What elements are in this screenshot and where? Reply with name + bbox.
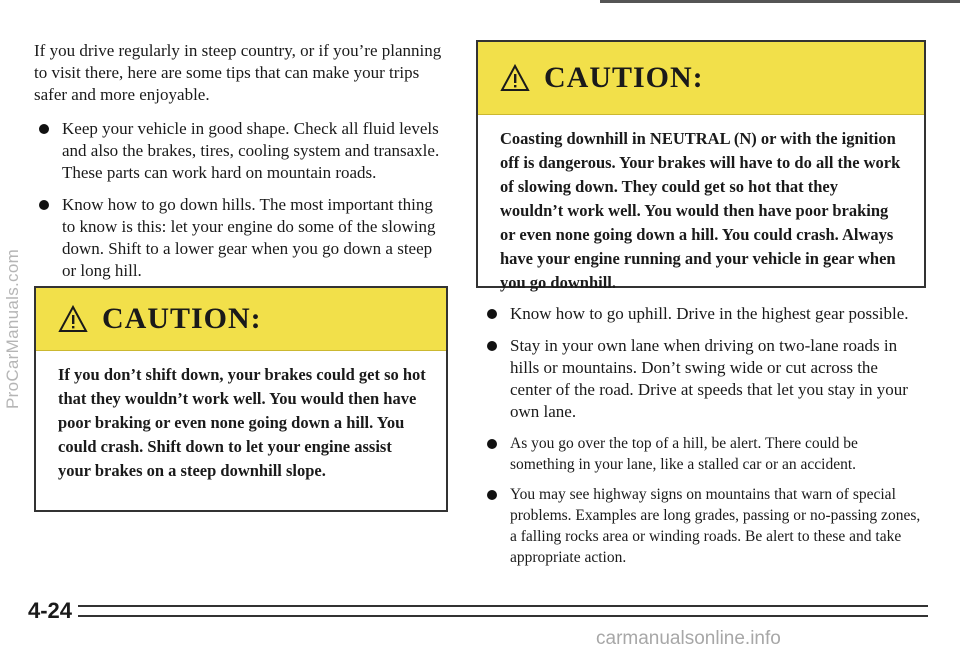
bullet-text: Stay in your own lane when driving on two-lane roads in hills or mountains. Don’t swing wide or cut across the center of the road. Drive at speeds that let you stay in your own lane. [510,336,908,421]
list-item [34,194,444,282]
page-number: 4-24 [28,598,73,623]
left-column [34,40,444,292]
warning-triangle-icon [58,305,88,333]
bullet-text: Know how to go uphill. Drive in the highest gear possible. [510,304,909,323]
list-item [482,484,922,568]
bullet-text: As you go over the top of a hill, be alert. There could be something in your lane, like a stalled car or an accident. [510,435,858,473]
bullet-icon [487,309,497,319]
intro-paragraph: If you drive regularly in steep country, or if you’re planning to visit there, here are some tips that can make your trips safer and more enjoyable. [34,41,442,104]
watermark: ProCarManuals.com [3,248,22,409]
bullet-text: Know how to go down hills. The most important thing to know is this: let your engine do some of the slowing down. Shift to a lower gear when you go down a steep or long hill. [62,195,436,280]
left-bullet-list [34,118,444,282]
caution-box-left [34,286,448,512]
right-column [482,303,922,577]
warning-triangle-icon [500,64,530,92]
caution-title: CAUTION: [544,61,704,94]
caution-text: Coasting downhill in NEUTRAL (N) or with the ignition off is dangerous. Your brakes will have to do all the work of slowing down. They could get so hot that they wouldn’t work well. You would then have poor braking or even none going down a hill. You could crash. Always have your engine running and your vehicle in gear when you go downhill. [500,129,901,292]
bullet-text: Keep your vehicle in good shape. Check all fluid levels and also the brakes, tires, cooling system and transaxle. These parts can work hard on mountain roads. [62,119,440,182]
list-item [34,118,444,184]
bullet-icon [487,439,497,449]
caution-text: If you don’t shift down, your brakes could get so hot that they wouldn’t work well. You would then have poor braking or even none going down a hill. You could crash. Shift down to let your engine assist your brakes on a steep downhill slope. [58,365,426,480]
caution-header [36,288,446,351]
bullet-icon [487,490,497,500]
bullet-icon [487,341,497,351]
bullet-icon [39,200,49,210]
site-watermark: carmanualsonline.info [596,628,781,649]
page-footer [28,596,928,626]
list-item [482,335,922,423]
top-rule [600,0,960,3]
list-item [482,433,922,475]
list-item [482,303,922,325]
right-bullet-list-small [482,433,922,568]
right-bullet-list [482,303,922,423]
footer-rule [78,605,928,617]
caution-title: CAUTION: [102,302,262,335]
caution-box-right [476,40,926,292]
caution-header [478,42,924,115]
bullet-text: You may see highway signs on mountains that warn of special problems. Examples are long grades, passing or no-passing zones, a falling rocks area or winding roads. Be alert to these and take appropriate action. [510,486,921,566]
bullet-icon [39,124,49,134]
